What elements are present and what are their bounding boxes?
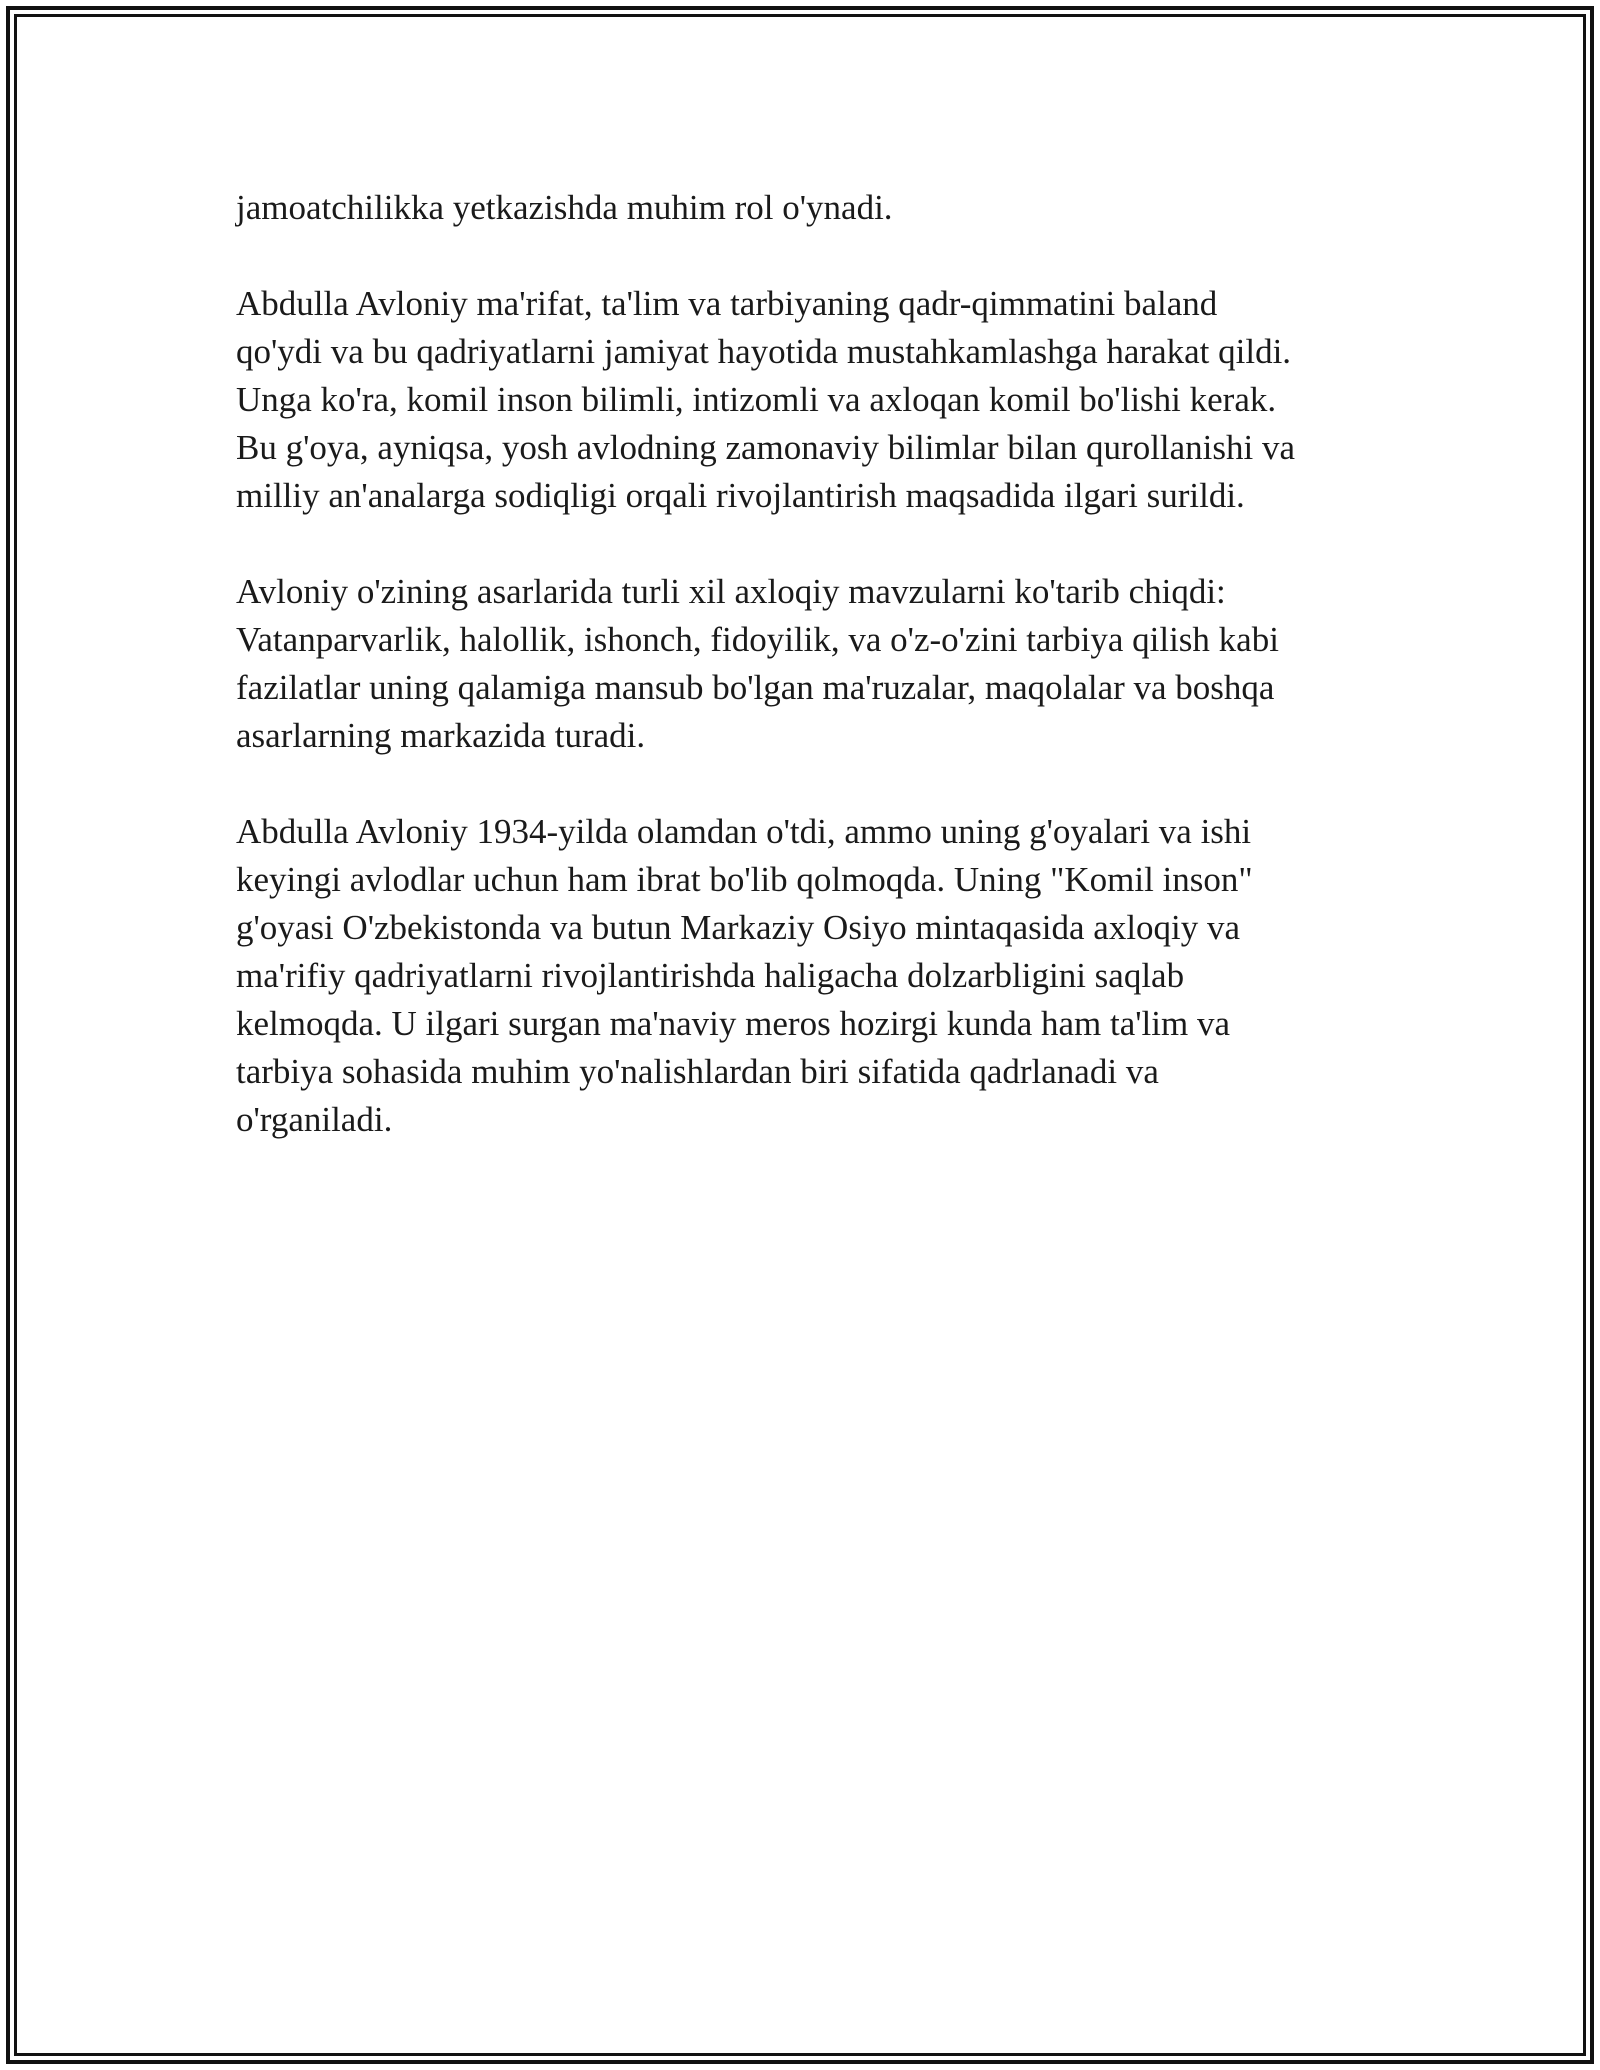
paragraph-1: jamoatchilikka yetkazishda muhim rol o'ynadi. (236, 188, 893, 227)
paragraph-4: Abdulla Avloniy 1934-yilda olamdan o'tdi, ammo uning g'oyalari va ishi keyingi avlodlar uchun ham ibrat bo'lib qolmoqda. Uning "Komil inson" g'oyasi O'zbekistonda va butun Markaziy Osiyo mintaqasida axloqiy va ma'rifiy qadriyatlarni rivojlantirishda haligacha dolzarbligini saqlab kelmoqda. U ilgari surgan ma'naviy meros hozirgi kunda ham ta'lim va tarbiya sohasida muhim yo'nalishlardan biri sifatida qadrlanadi va o'rganiladi. (236, 812, 1253, 1139)
paragraph-3: Avloniy o'zining asarlarida turli xil axloqiy mavzularni ko'tarib chiqdi: Vatanparvarlik, halollik, ishonch, fidoyilik, va o'z-o'zini tarbiya qilish kabi fazilatlar uning qalamiga mansub bo'lgan ma'ruzalar, maqolalar va boshqa asarlarning markazida turadi. (236, 572, 1279, 755)
document-body (236, 184, 1376, 1192)
paragraph-2: Abdulla Avloniy ma'rifat, ta'lim va tarbiyaning qadr-qimmatini baland qo'ydi va bu qadriyatlarni jamiyat hayotida mustahkamlashga harakat qildi. Unga ko'ra, komil inson bilimli, intizomli va axloqan komil bo'lishi kerak. Bu g'oya, ayniqsa, yosh avlodning zamonaviy bilimlar bilan qurollanishi va milliy an'analarga sodiqligi orqali rivojlantirish maqsadida ilgari surildi. (236, 284, 1296, 515)
